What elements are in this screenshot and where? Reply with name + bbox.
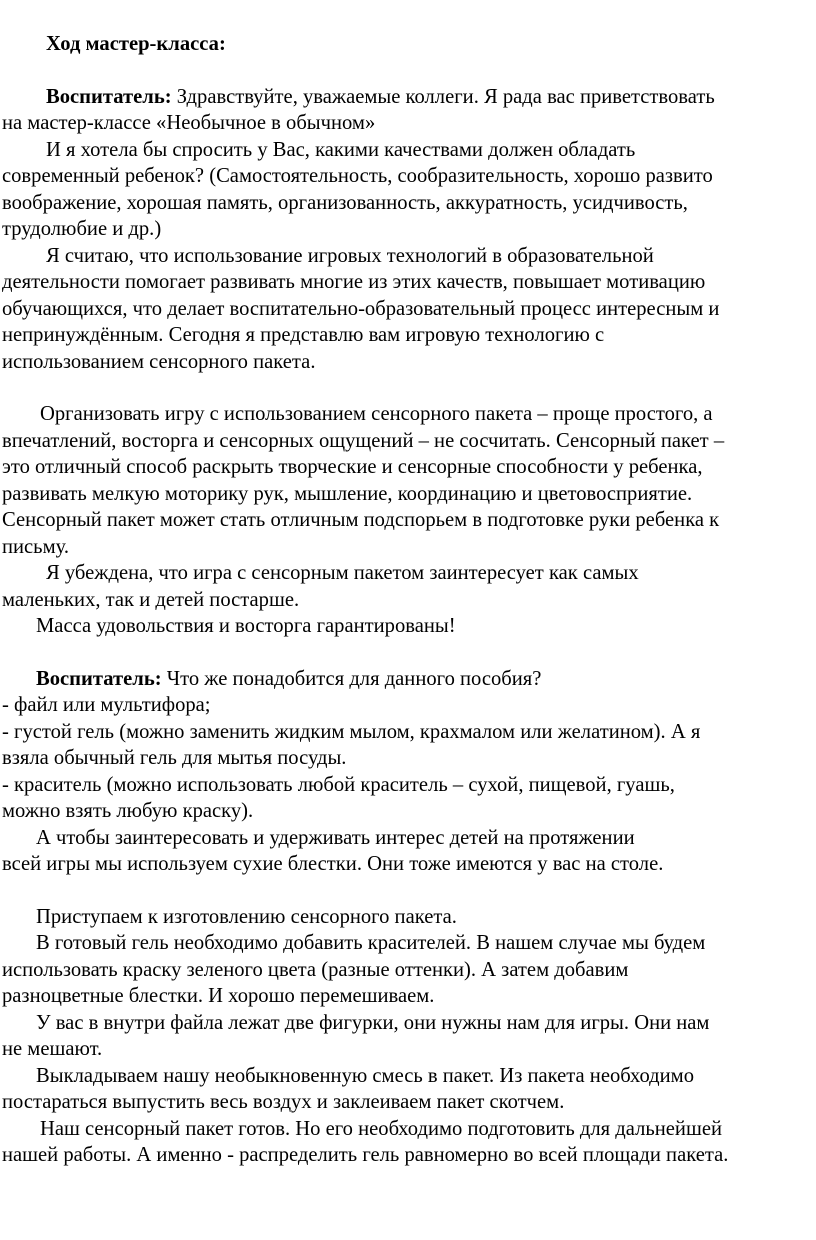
paragraph-line: деятельности помогает развивать многие из этих качеств, повышает мотивацию xyxy=(2,271,706,293)
paragraph-line: У вас в внутри файла лежат две фигурки, они нужны нам для игры. Они нам xyxy=(36,1012,710,1034)
paragraph-line: непринуждённым. Сегодня я представлю вам игровую технологию с xyxy=(2,324,605,346)
list-item: - файл или мультифора; xyxy=(2,694,211,716)
question-text: Что же понадобится для данного пособия? xyxy=(166,668,542,690)
paragraph-line: современный ребенок? (Самостоятельность, сообразительность, хорошо развито xyxy=(2,165,713,187)
paragraph-line: маленьких, так и детей постарше. xyxy=(2,589,300,611)
paragraph-line: Выкладываем нашу необыкновенную смесь в пакет. Из пакета необходимо xyxy=(36,1065,695,1087)
list-item: можно взять любую краску). xyxy=(2,800,254,822)
paragraph-line: Наш сенсорный пакет готов. Но его необходимо подготовить для дальнейшей xyxy=(40,1118,722,1140)
paragraph-line: Я убеждена, что игра с сенсорным пакетом заинтересует как самых xyxy=(46,562,639,584)
paragraph-line: В готовый гель необходимо добавить красителей. В нашем случае мы будем xyxy=(36,932,706,954)
speaker-label: Воспитатель: xyxy=(46,86,172,108)
paragraph-line: Организовать игру с использованием сенсорного пакета – проще простого, а xyxy=(40,403,713,425)
paragraph-line: Масса удовольствия и восторга гарантированы! xyxy=(36,615,456,637)
paragraph-line: Сенсорный пакет может стать отличным подспорьем в подготовке руки ребенка к xyxy=(2,509,720,531)
paragraph-line: впечатлений, восторга и сенсорных ощущений – не сосчитать. Сенсорный пакет – xyxy=(2,430,725,452)
paragraph-line: Я считаю, что использование игровых технологий в образовательной xyxy=(46,245,654,267)
paragraph-line: развивать мелкую моторику рук, мышление, координацию и цветовосприятие. xyxy=(2,483,693,505)
section-heading: Ход мастер-класса: xyxy=(46,33,226,55)
list-item: взяла обычный гель для мытья посуды. xyxy=(2,747,347,769)
paragraph-line: на мастер-классе «Необычное в обычном» xyxy=(2,112,376,134)
paragraph-line: не мешают. xyxy=(2,1038,103,1060)
paragraph-line: письму. xyxy=(2,536,69,558)
paragraph-line: воображение, хорошая память, организованность, аккуратность, усидчивость, xyxy=(2,192,688,214)
paragraph-line: обучающихся, что делает воспитательно-образовательный процесс интересным и xyxy=(2,298,720,320)
list-item: - густой гель (можно заменить жидким мылом, крахмалом или желатином). А я xyxy=(2,721,701,743)
greeting-text: Здравствуйте, уважаемые коллеги. Я рада вас приветствовать xyxy=(176,86,715,108)
paragraph-line: Приступаем к изготовлению сенсорного пакета. xyxy=(36,906,457,928)
paragraph-line xyxy=(36,666,541,693)
list-item: - краситель (можно использовать любой краситель – сухой, пищевой, гуашь, xyxy=(2,774,675,796)
paragraph-line: нашей работы. А именно - распределить гель равномерно во всей площади пакета. xyxy=(2,1144,729,1166)
paragraph-line: разноцветные блестки. И хорошо перемешиваем. xyxy=(2,985,435,1007)
paragraph-line xyxy=(46,84,715,111)
paragraph-line: трудолюбие и др.) xyxy=(2,218,162,240)
paragraph-line: это отличный способ раскрыть творческие и сенсорные способности у ребенка, xyxy=(2,456,703,478)
paragraph-line: И я хотела бы спросить у Вас, какими качествами должен обладать xyxy=(46,139,636,161)
paragraph-line: всей игры мы используем сухие блестки. Они тоже имеются у вас на столе. xyxy=(2,853,664,875)
paragraph-line: постараться выпустить весь воздух и заклеиваем пакет скотчем. xyxy=(2,1091,565,1113)
paragraph-line: А чтобы заинтересовать и удерживать интерес детей на протяжении xyxy=(36,827,635,849)
speaker-label: Воспитатель: xyxy=(36,668,162,690)
paragraph-line: использовать краску зеленого цвета (разные оттенки). А затем добавим xyxy=(2,959,629,981)
paragraph-line: использованием сенсорного пакета. xyxy=(2,351,316,373)
